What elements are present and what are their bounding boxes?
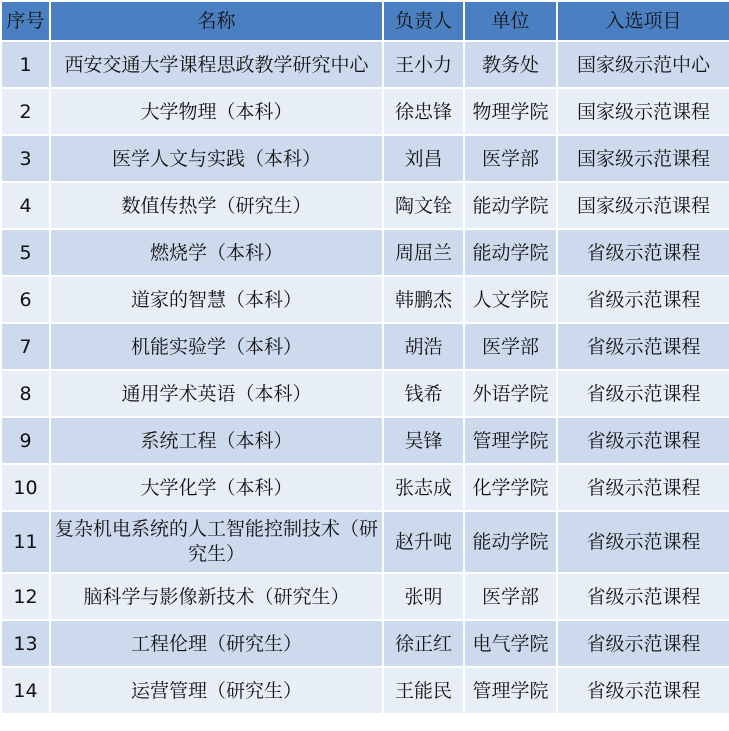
table-row — [1, 135, 729, 182]
cell-level: 省级示范课程 — [557, 620, 729, 667]
table-row — [1, 370, 729, 417]
cell-unit: 物理学院 — [464, 88, 557, 135]
cell-unit: 管理学院 — [464, 667, 557, 714]
cell-no: 1 — [1, 41, 50, 88]
cell-unit: 能动学院 — [464, 511, 557, 573]
cell-no: 7 — [1, 323, 50, 370]
cell-unit: 能动学院 — [464, 229, 557, 276]
cell-lead: 胡浩 — [383, 323, 464, 370]
cell-lead: 韩鹏杰 — [383, 276, 464, 323]
cell-unit: 电气学院 — [464, 620, 557, 667]
table-row — [1, 511, 729, 573]
table-row — [1, 41, 729, 88]
table-row — [1, 276, 729, 323]
cell-lead: 王小力 — [383, 41, 464, 88]
cell-level: 省级示范课程 — [557, 417, 729, 464]
cell-name: 道家的智慧（本科） — [50, 276, 383, 323]
cell-name: 复杂机电系统的人工智能控制技术（研究生） — [50, 511, 383, 573]
cell-level: 省级示范课程 — [557, 370, 729, 417]
table-row — [1, 667, 729, 714]
cell-name: 通用学术英语（本科） — [50, 370, 383, 417]
cell-unit: 医学部 — [464, 573, 557, 620]
cell-unit: 化学学院 — [464, 464, 557, 511]
cell-name: 机能实验学（本科） — [50, 323, 383, 370]
table-row — [1, 182, 729, 229]
cell-level: 省级示范课程 — [557, 276, 729, 323]
cell-no: 2 — [1, 88, 50, 135]
cell-lead: 王能民 — [383, 667, 464, 714]
cell-name: 大学物理（本科） — [50, 88, 383, 135]
cell-level: 省级示范课程 — [557, 464, 729, 511]
cell-no: 13 — [1, 620, 50, 667]
header-name: 名称 — [50, 1, 383, 41]
cell-name: 脑科学与影像新技术（研究生） — [50, 573, 383, 620]
table-row — [1, 88, 729, 135]
cell-lead: 张志成 — [383, 464, 464, 511]
cell-lead: 徐正红 — [383, 620, 464, 667]
cell-lead: 陶文铨 — [383, 182, 464, 229]
cell-name: 系统工程（本科） — [50, 417, 383, 464]
cell-lead: 赵升吨 — [383, 511, 464, 573]
cell-lead: 周屈兰 — [383, 229, 464, 276]
cell-unit: 医学部 — [464, 323, 557, 370]
cell-no: 10 — [1, 464, 50, 511]
cell-name: 大学化学（本科） — [50, 464, 383, 511]
cell-no: 12 — [1, 573, 50, 620]
table-row — [1, 323, 729, 370]
cell-lead: 张明 — [383, 573, 464, 620]
cell-level: 省级示范课程 — [557, 511, 729, 573]
table-row — [1, 620, 729, 667]
cell-lead: 钱希 — [383, 370, 464, 417]
table-header-row — [1, 1, 729, 41]
cell-name: 医学人文与实践（本科） — [50, 135, 383, 182]
cell-unit: 管理学院 — [464, 417, 557, 464]
cell-level: 国家级示范课程 — [557, 135, 729, 182]
cell-level: 省级示范课程 — [557, 229, 729, 276]
table-row — [1, 573, 729, 620]
cell-unit: 外语学院 — [464, 370, 557, 417]
cell-no: 4 — [1, 182, 50, 229]
cell-unit: 教务处 — [464, 41, 557, 88]
header-no: 序号 — [1, 1, 50, 41]
cell-level: 省级示范课程 — [557, 323, 729, 370]
cell-level: 国家级示范课程 — [557, 88, 729, 135]
cell-no: 14 — [1, 667, 50, 714]
cell-unit: 人文学院 — [464, 276, 557, 323]
cell-lead: 徐忠锋 — [383, 88, 464, 135]
header-level: 入选项目 — [557, 1, 729, 41]
cell-level: 国家级示范中心 — [557, 41, 729, 88]
cell-name: 工程伦理（研究生） — [50, 620, 383, 667]
cell-unit: 能动学院 — [464, 182, 557, 229]
cell-lead: 吴锋 — [383, 417, 464, 464]
cell-lead: 刘昌 — [383, 135, 464, 182]
table-row — [1, 417, 729, 464]
cell-no: 6 — [1, 276, 50, 323]
header-lead: 负责人 — [383, 1, 464, 41]
cell-name: 运营管理（研究生） — [50, 667, 383, 714]
table-body — [1, 41, 729, 714]
cell-no: 8 — [1, 370, 50, 417]
cell-level: 省级示范课程 — [557, 667, 729, 714]
cell-level: 省级示范课程 — [557, 573, 729, 620]
cell-no: 3 — [1, 135, 50, 182]
cell-level: 国家级示范课程 — [557, 182, 729, 229]
cell-name: 数值传热学（研究生） — [50, 182, 383, 229]
table-row — [1, 464, 729, 511]
header-unit: 单位 — [464, 1, 557, 41]
cell-unit: 医学部 — [464, 135, 557, 182]
table-row — [1, 229, 729, 276]
cell-no: 11 — [1, 511, 50, 573]
cell-name: 燃烧学（本科） — [50, 229, 383, 276]
cell-no: 5 — [1, 229, 50, 276]
cell-no: 9 — [1, 417, 50, 464]
cell-name: 西安交通大学课程思政教学研究中心 — [50, 41, 383, 88]
